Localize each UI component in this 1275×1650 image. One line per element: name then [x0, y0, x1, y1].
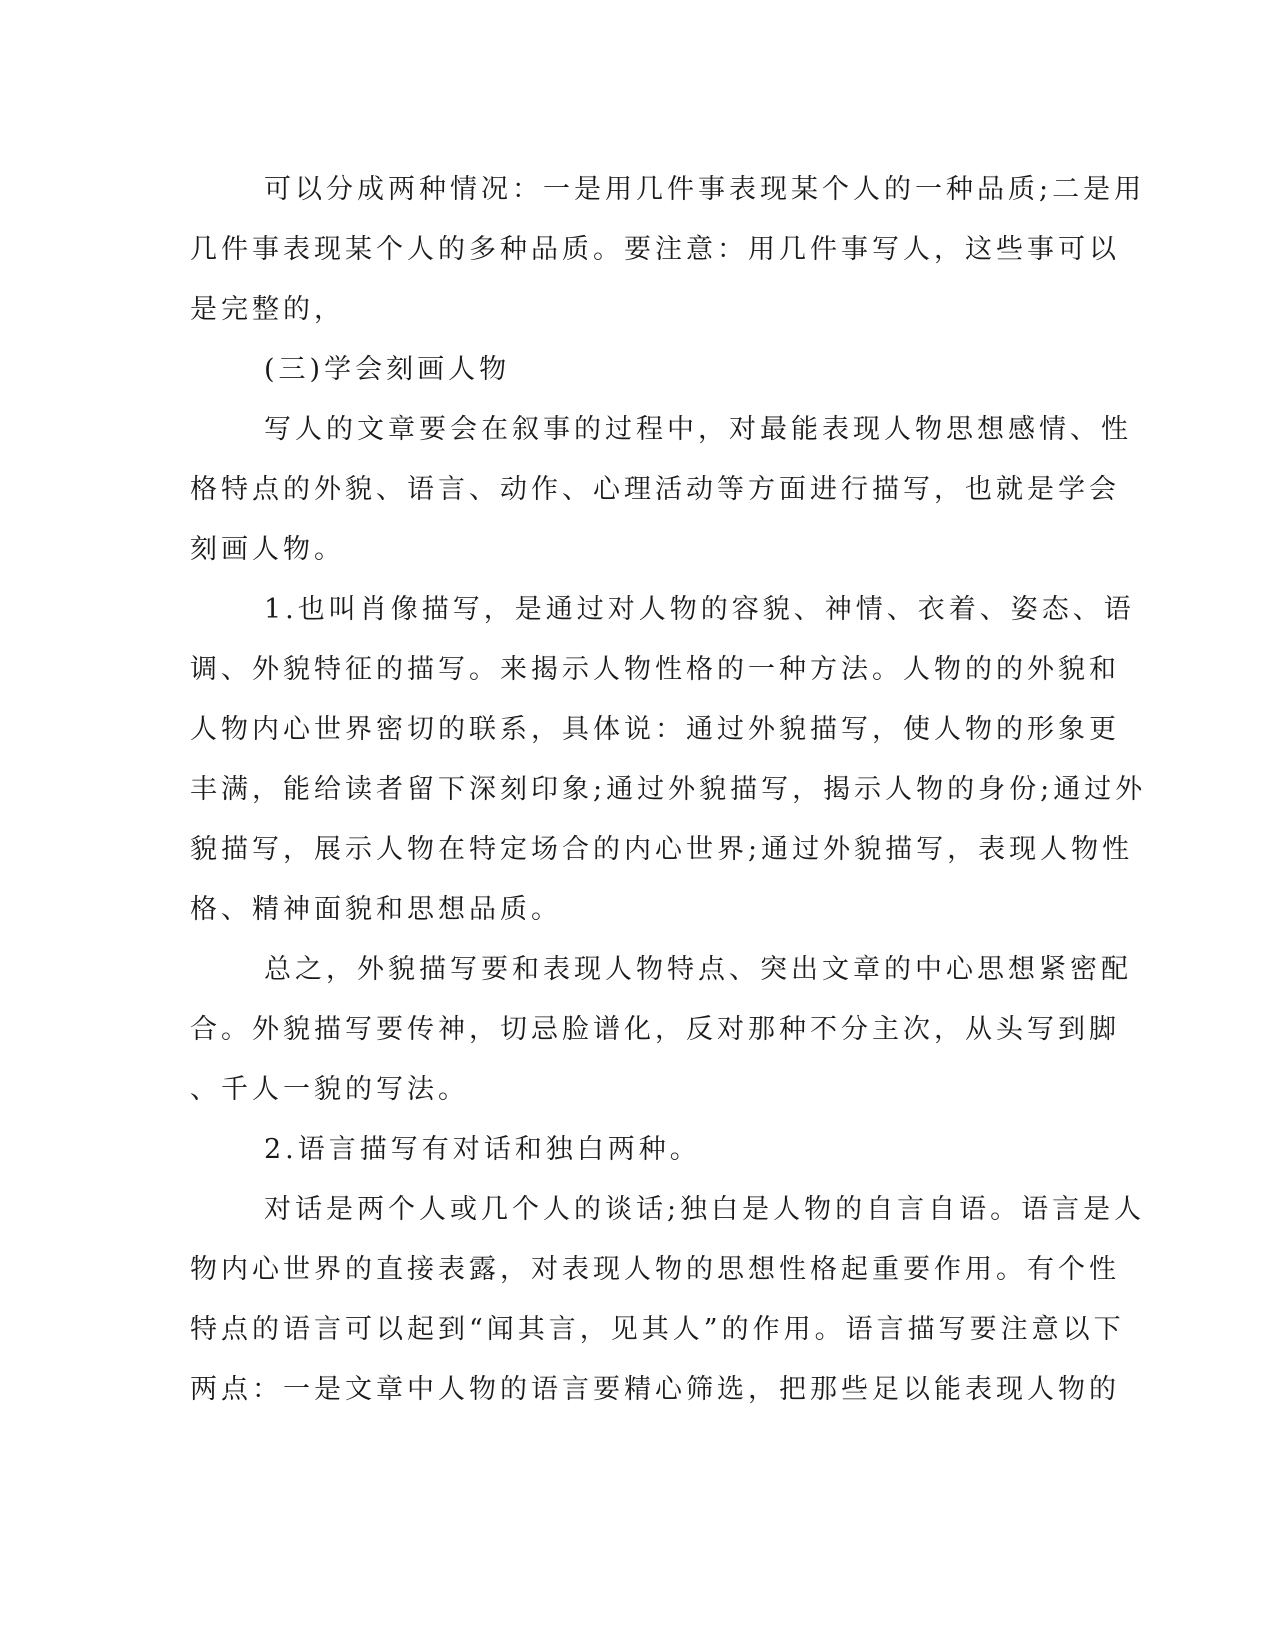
text-line: 1.也叫肖像描写，是通过对人物的容貌、神情、衣着、姿态、语	[264, 594, 1135, 625]
text-line: 几件事表现某个人的多种品质。要注意：用几件事写人，这些事可以	[190, 234, 1120, 265]
text-line: 貌描写，展示人物在特定场合的内心世界;通过外貌描写，表现人物性	[190, 834, 1134, 865]
document-body	[190, 160, 1147, 1420]
text-line: (三)学会刻画人物	[264, 354, 511, 385]
text-line: 物内心世界的直接表露，对表现人物的思想性格起重要作用。有个性	[190, 1254, 1120, 1285]
text-line: 写人的文章要会在叙事的过程中，对最能表现人物思想感情、性	[264, 414, 1132, 445]
text-line: 、千人一貌的写法。	[190, 1074, 469, 1105]
text-line: 丰满，能给读者留下深刻印象;通过外貌描写，揭示人物的身份;通过外	[190, 774, 1147, 805]
text-line: 合。外貌描写要传神，切忌脸谱化，反对那种不分主次，从头写到脚	[190, 1014, 1120, 1045]
text-line: 人物内心世界密切的联系，具体说：通过外貌描写，使人物的形象更	[190, 714, 1120, 745]
text-line: 两点：一是文章中人物的语言要精心筛选，把那些足以能表现人物的	[190, 1374, 1120, 1405]
text-line: 可以分成两种情况：一是用几件事表现某个人的一种品质;二是用	[264, 174, 1146, 205]
text-line: 刻画人物。	[190, 534, 345, 565]
text-line: 是完整的，	[190, 294, 345, 325]
text-line: 格、精神面貌和思想品质。	[190, 894, 562, 925]
text-line: 对话是两个人或几个人的谈话;独白是人物的自言自语。语言是人	[264, 1194, 1146, 1225]
text-line: 总之，外貌描写要和表现人物特点、突出文章的中心思想紧密配	[264, 954, 1132, 985]
text-line: 格特点的外貌、语言、动作、心理活动等方面进行描写，也就是学会	[190, 474, 1120, 505]
text-line: 特点的语言可以起到“闻其言，见其人”的作用。语言描写要注意以下	[190, 1314, 1125, 1345]
text-line: 2.语言描写有对话和独白两种。	[264, 1134, 701, 1165]
text-line: 调、外貌特征的描写。来揭示人物性格的一种方法。人物的的外貌和	[190, 654, 1120, 685]
